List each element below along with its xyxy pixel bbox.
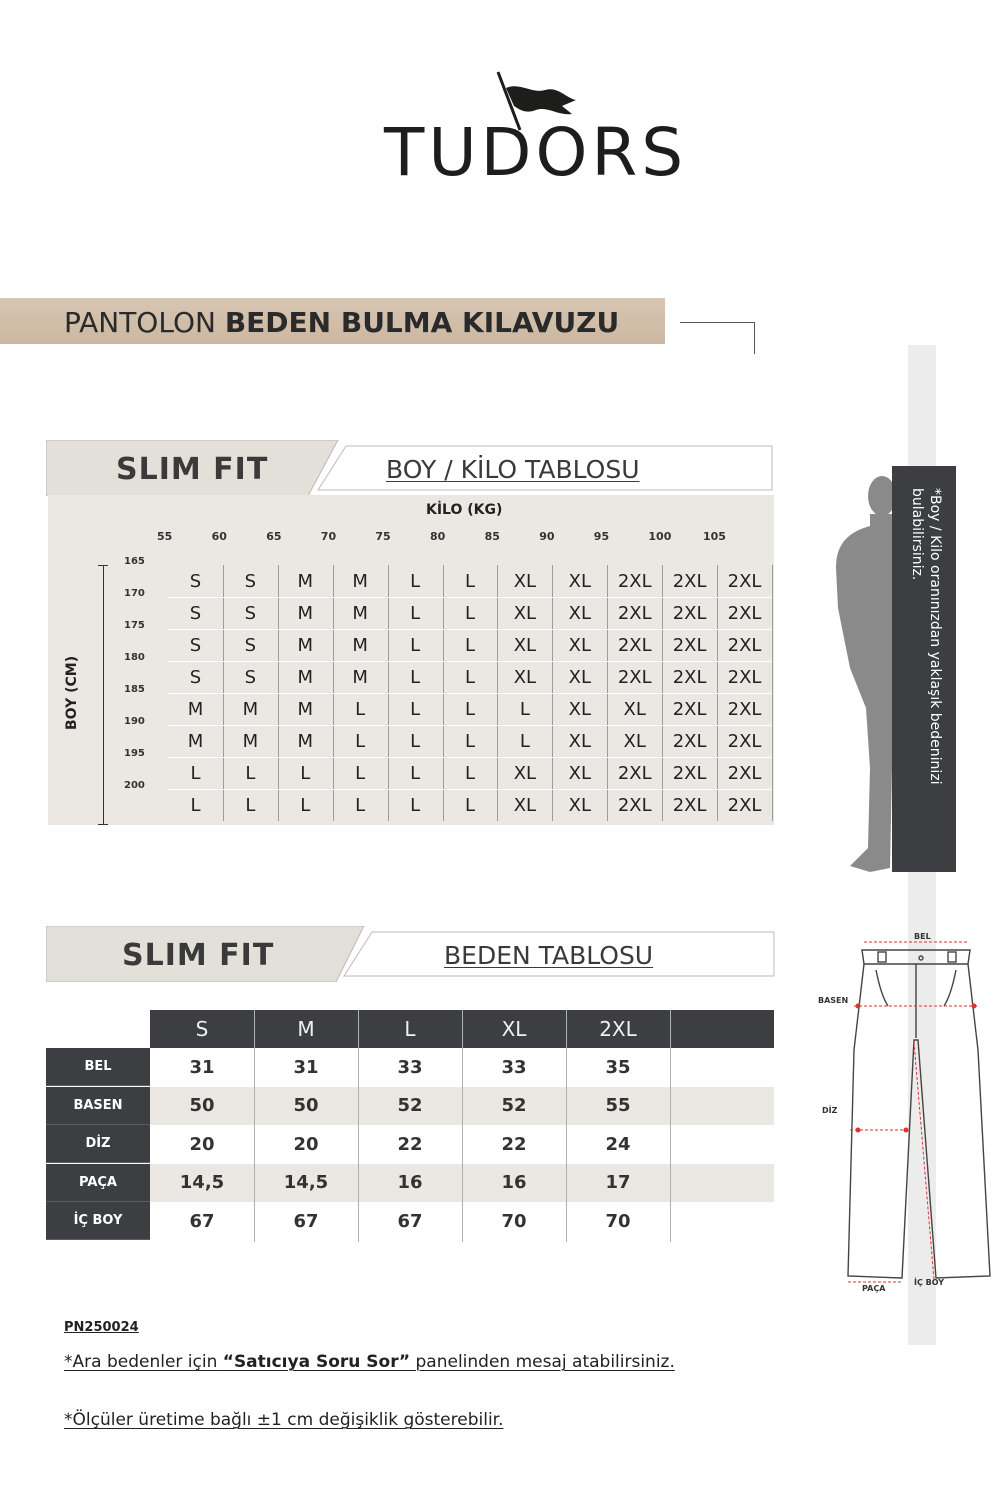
size-cell: L [245, 762, 256, 784]
diagram-label-diz: DİZ [822, 1106, 838, 1115]
size-cell: L [410, 570, 421, 592]
measurement-label: İÇ BOY [46, 1202, 150, 1240]
size-cell: S [244, 666, 257, 688]
kilo-tick: 95 [593, 530, 610, 543]
size-cell: 2XL [727, 794, 762, 816]
kilo-tick: 100 [648, 530, 672, 543]
kilo-tick: 70 [320, 530, 337, 543]
human-silhouette-icon [830, 468, 900, 876]
measurement-value: 33 [397, 1056, 423, 1078]
size-cell: 2XL [727, 698, 762, 720]
measurement-value: 35 [605, 1056, 631, 1078]
size-cell: XL [513, 794, 537, 816]
note1-bold: “Satıcıya Soru Sor” [222, 1352, 411, 1372]
footer-note-1 [64, 1352, 675, 1372]
size-cell: L [190, 762, 201, 784]
size-cell: M [242, 730, 259, 752]
measurement-value: 16 [501, 1172, 527, 1193]
section1-banner [46, 440, 776, 496]
measurement-label: BEL [46, 1048, 150, 1086]
size-cell: M [352, 570, 368, 592]
size-cell: L [464, 698, 475, 720]
table-divider [566, 1010, 567, 1242]
size-cell: L [410, 634, 421, 656]
size-cell: 2XL [617, 602, 652, 624]
brand-name: TUDORS [384, 114, 688, 191]
kilo-tick: 55 [157, 530, 173, 543]
boy-tick: 170 [124, 588, 145, 599]
kilo-tick: 60 [211, 530, 227, 543]
size-cell: 2XL [727, 634, 762, 656]
pants-diagram [818, 930, 998, 1300]
side-note-text: *Boy / Kilo oranınızdan yaklaşık bedeninizi bulabilirsiniz. [909, 488, 943, 785]
size-cell: 2XL [617, 634, 652, 656]
grid-divider [772, 565, 773, 821]
size-cell: L [410, 794, 421, 816]
size-cell: L [464, 634, 475, 656]
measurement-label: PAÇA [46, 1164, 150, 1202]
size-cell: 2XL [672, 698, 707, 720]
boy-tick: 175 [124, 620, 145, 631]
size-cell: M [297, 730, 314, 752]
size-column-header: S [195, 1017, 209, 1041]
size-cell: 2XL [617, 794, 652, 816]
measurement-value: 67 [293, 1210, 319, 1232]
size-cell: XL [513, 666, 537, 688]
size-cell: XL [513, 570, 537, 592]
size-cell: M [187, 730, 204, 752]
size-cell: 2XL [672, 666, 707, 688]
size-cell: 2XL [672, 794, 707, 816]
section2-fit-label: SLIM FIT [122, 938, 275, 973]
boy-axis-line [103, 565, 104, 825]
boy-tick: 185 [124, 684, 145, 695]
size-cell: 2XL [727, 570, 762, 592]
measurement-value: 50 [189, 1095, 215, 1116]
boy-axis-title: BOY (CM) [64, 655, 80, 730]
measurement-value: 22 [501, 1133, 527, 1155]
diagram-label-basen: BASEN [818, 996, 849, 1005]
size-cell: 2XL [617, 762, 652, 784]
measurement-value: 67 [397, 1210, 423, 1232]
size-cell: L [355, 762, 366, 784]
size-cell: S [244, 634, 257, 656]
size-cell: L [190, 794, 201, 816]
size-cell: L [519, 730, 530, 752]
size-cell: S [189, 602, 202, 624]
size-cell: 2XL [672, 730, 707, 752]
size-cell: XL [513, 602, 537, 624]
size-cell: S [189, 570, 202, 592]
size-cell: 2XL [727, 730, 762, 752]
size-cell: L [245, 794, 256, 816]
size-cell: S [189, 666, 202, 688]
kilo-label: KİLO [426, 502, 463, 518]
measurement-label: BASEN [46, 1087, 150, 1125]
size-cell: M [187, 698, 204, 720]
size-cell: 2XL [727, 602, 762, 624]
measurement-label: DİZ [46, 1125, 150, 1163]
measurement-value: 52 [397, 1095, 423, 1116]
note1-pre: *Ara bedenler için [64, 1352, 223, 1372]
size-cell: 2XL [617, 570, 652, 592]
size-cell: 2XL [672, 634, 707, 656]
size-cell: L [355, 698, 366, 720]
title-prefix: PANTOLON [64, 306, 216, 339]
boy-tick: 180 [124, 652, 145, 663]
size-cell: L [355, 730, 366, 752]
section1-title: BOY / KİLO TABLOSU [386, 455, 640, 484]
page-title [64, 306, 619, 339]
measurement-value: 70 [501, 1210, 527, 1232]
measurement-value: 31 [189, 1056, 215, 1078]
kilo-tick: 105 [703, 530, 726, 543]
measurement-value: 52 [501, 1095, 527, 1116]
size-cell: XL [513, 762, 537, 784]
section1-fit-label: SLIM FIT [116, 452, 269, 487]
measurement-value: 31 [293, 1056, 319, 1078]
size-cell: L [464, 730, 475, 752]
size-cell: XL [568, 570, 591, 592]
size-cell: L [410, 762, 421, 784]
size-column-header: L [404, 1017, 416, 1041]
diagram-label-paca: PAÇA [862, 1284, 886, 1293]
kilo-tick: 90 [539, 530, 555, 543]
diagram-label-ic-boy: İÇ BOY [914, 1278, 945, 1287]
size-cell: M [352, 666, 368, 688]
measurement-value: 33 [501, 1056, 527, 1078]
section2-banner [46, 926, 778, 982]
boy-tick: 190 [124, 716, 145, 727]
note1-post: panelinden mesaj atabilirsiniz. [410, 1352, 675, 1372]
size-column-header: XL [501, 1017, 527, 1041]
side-note-panel [892, 466, 956, 872]
size-cell: L [410, 666, 421, 688]
measurement-value: 22 [397, 1133, 423, 1155]
size-cell: L [410, 730, 421, 752]
size-cell: M [242, 698, 259, 720]
table-divider [254, 1010, 255, 1242]
size-column-header: M [297, 1017, 315, 1041]
boy-tick: 195 [124, 748, 145, 759]
measurement-value: 17 [605, 1172, 631, 1193]
size-cell: L [355, 794, 366, 816]
size-cell: XL [568, 698, 591, 720]
measurement-value: 67 [189, 1210, 215, 1232]
size-cell: L [464, 602, 475, 624]
size-cell: M [297, 666, 314, 688]
table-divider [358, 1010, 359, 1242]
footer-note-2: *Ölçüler üretime bağlı ±1 cm değişiklik gösterebilir. [64, 1410, 504, 1430]
size-cell: XL [513, 634, 537, 656]
size-cell: L [300, 762, 311, 784]
size-cell: L [410, 698, 421, 720]
size-cell: XL [568, 634, 591, 656]
kilo-tick: 75 [375, 530, 391, 543]
size-cell: 2XL [672, 570, 707, 592]
kilo-tick: 65 [266, 530, 282, 543]
measurement-value: 50 [293, 1095, 319, 1116]
section2-title: BEDEN TABLOSU [444, 941, 654, 970]
size-cell: M [352, 634, 368, 656]
measurement-value: 20 [189, 1133, 215, 1155]
size-cell: XL [568, 730, 591, 752]
measurement-value: 24 [605, 1133, 631, 1155]
size-cell: L [464, 762, 475, 784]
size-cell: M [297, 602, 314, 624]
size-cell: M [297, 634, 314, 656]
table-divider [462, 1010, 463, 1242]
size-cell: L [464, 570, 475, 592]
boy-kilo-grid [168, 565, 772, 821]
kilo-axis-title [426, 502, 502, 518]
measurement-value: 70 [605, 1210, 631, 1232]
size-cell: L [464, 666, 475, 688]
pants-outline-icon [818, 930, 998, 1300]
boy-tick: 165 [124, 556, 145, 567]
size-column-header: 2XL [599, 1017, 637, 1041]
size-cell: XL [568, 794, 591, 816]
size-cell: M [297, 570, 314, 592]
size-cell: M [297, 698, 314, 720]
measurement-value: 55 [605, 1095, 631, 1116]
size-cell: S [244, 602, 257, 624]
size-cell: L [410, 602, 421, 624]
measurement-value: 14,5 [179, 1172, 225, 1193]
size-cell: XL [568, 666, 591, 688]
diagram-label-bel: BEL [914, 932, 931, 941]
table-divider [670, 1010, 671, 1242]
size-cell: 2XL [617, 666, 652, 688]
size-cell: L [519, 698, 530, 720]
title-connector-line [680, 322, 755, 354]
title-bold: BEDEN BULMA KILAVUZU [224, 306, 620, 339]
size-cell: L [464, 794, 475, 816]
size-cell: XL [568, 762, 591, 784]
product-code: PN250024 [64, 1320, 139, 1335]
measurement-value: 20 [293, 1133, 319, 1155]
size-cell: 2XL [727, 666, 762, 688]
measurement-value: 16 [397, 1172, 423, 1193]
boy-tick: 200 [124, 780, 145, 791]
size-cell: S [244, 570, 257, 592]
size-cell: XL [623, 698, 646, 720]
size-cell: 2XL [727, 762, 762, 784]
size-cell: XL [568, 602, 591, 624]
size-cell: S [189, 634, 202, 656]
size-cell: XL [623, 730, 646, 752]
measurement-value: 14,5 [283, 1172, 329, 1193]
size-cell: 2XL [672, 762, 707, 784]
size-cell: 2XL [672, 602, 707, 624]
kilo-tick: 85 [484, 530, 500, 543]
kilo-unit: (KG) [467, 502, 503, 518]
size-cell: L [300, 794, 311, 816]
kilo-tick: 80 [430, 530, 446, 543]
size-cell: M [352, 602, 368, 624]
